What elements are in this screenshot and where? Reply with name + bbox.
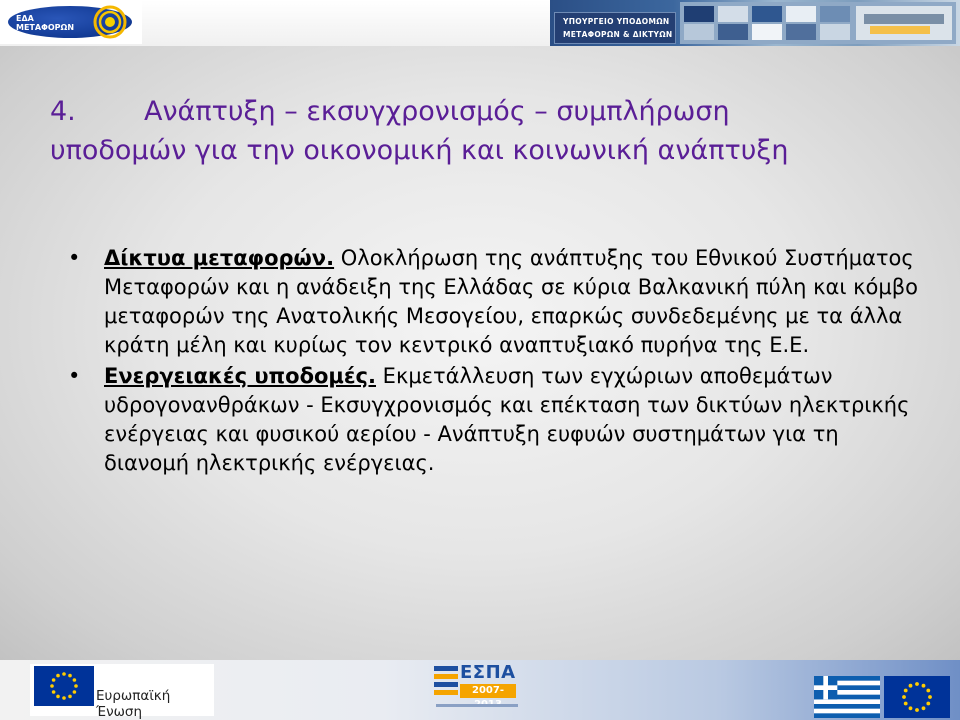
espa-years: 2007- xyxy=(460,684,516,698)
bullet-text: Ολοκλήρωση της ανάπτυξης του Εθνικού Συστήματος Μεταφορών και η ανάδειξη της Ελλάδας σε κύρια Βαλκανική πύλη και κόμβο μεταφορών της Ανατολικής Μεσογείου, επαρκώς συνδεδεμένης με τα άλλα κράτη μέλη και κυρίως τον κεντρικό αναπτυξιακό πυρήνα της Ε.Ε. xyxy=(104,246,918,357)
slide-title xyxy=(50,92,930,170)
title-number: 4. xyxy=(50,96,76,127)
eu-logo xyxy=(30,664,214,720)
espa-small-print-icon xyxy=(432,702,522,710)
title-line1-text: Ανάπτυξη – εκσυγχρονισμός – συμπλήρωση xyxy=(144,96,730,127)
bullet-marker: • xyxy=(68,364,81,388)
swirl-icon xyxy=(92,4,128,40)
espa-text: ΕΣΠΑ xyxy=(460,662,516,683)
title-line1 xyxy=(50,92,930,131)
espa-logo xyxy=(432,662,522,718)
eu-flag-icon xyxy=(34,666,94,706)
espa-stripes-icon xyxy=(434,666,458,696)
ministry-label-box xyxy=(554,12,676,44)
bullet-text: Εκμετάλλευση των εγχώριων αποθεμάτων υδρογονανθράκων - Εκσυγχρονισμός και επέκταση των δικτύων ηλεκτρικής ενέργειας και φυσικού αερίου - Ανάπτυξη ευφυών συστημάτων για τη διανομή ηλεκτρικής ενέργειας. xyxy=(104,364,910,475)
ministry-line2: ΜΕΤΑΦΟΡΩΝ & ΔΙΚΤΥΩΝ xyxy=(563,30,673,39)
transport-photo-collage xyxy=(680,2,956,44)
title-line2: υποδομών για την οικονομική και κοινωνική ανάπτυξη xyxy=(50,135,789,166)
ela-metaforon-logo xyxy=(0,0,142,44)
bullet-lead: Ενεργειακές υποδομές. xyxy=(104,364,376,388)
logo-line1: ΕΔΑ xyxy=(16,14,34,23)
bullet-item-energy xyxy=(64,362,924,478)
bullet-item-transport xyxy=(64,244,924,360)
logo-text xyxy=(16,14,74,32)
ministry-line1: ΥΠΟΥΡΓΕΙΟ ΥΠΟΔΟΜΩΝ xyxy=(563,17,670,26)
ministry-banner xyxy=(550,0,960,46)
greek-flag-icon xyxy=(814,676,880,718)
eu-label: Ευρωπαϊκή Ένωση xyxy=(96,688,171,720)
logo-line2: ΜΕΤΑΦΟΡΩΝ xyxy=(16,23,75,32)
bullet-marker: • xyxy=(68,246,81,270)
ministry-text xyxy=(563,15,672,41)
bullet-list xyxy=(64,244,924,480)
eu-flag-icon xyxy=(884,676,950,718)
bullet-lead: Δίκτυα μεταφορών. xyxy=(104,246,335,270)
